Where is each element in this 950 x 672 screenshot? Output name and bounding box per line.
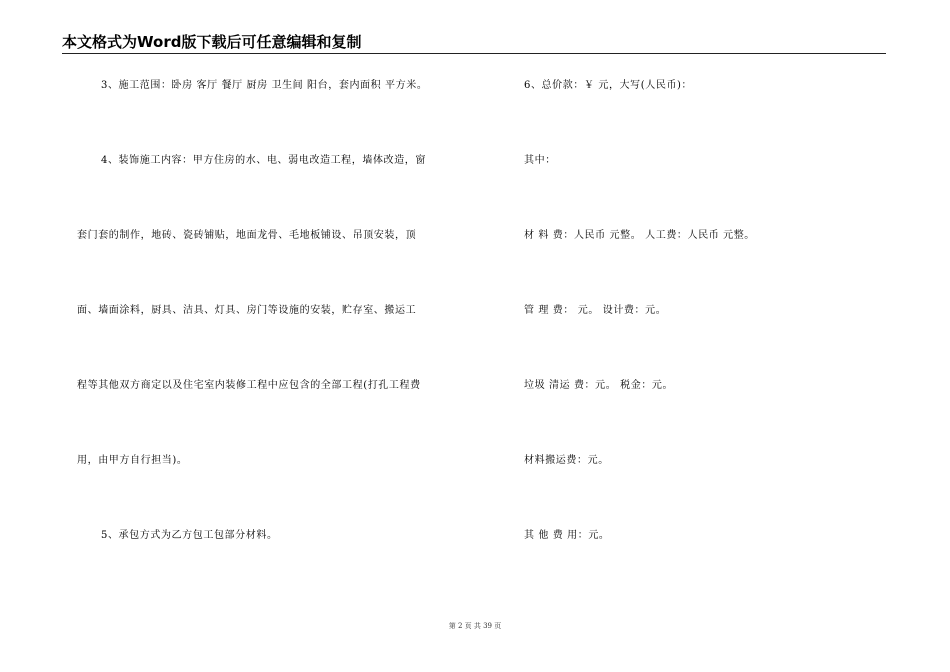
right-line-1: 6、总价款：￥ 元，大写(人民币)：	[524, 80, 693, 91]
left-line-2: 4、装饰施工内容：甲方住房的水、电、弱电改造工程，墙体改造，窗	[101, 155, 426, 166]
right-line-2: 其中：	[524, 155, 556, 166]
header-divider	[62, 53, 886, 54]
page-footer: 第 2 页 共 39 页	[448, 622, 502, 630]
left-line-5: 程等其他双方商定以及住宅室内装修工程中应包含的全部工程(打孔工程费	[77, 380, 421, 391]
right-line-5: 垃圾 清运 费：元。 税金：元。	[524, 380, 674, 391]
right-line-3: 材 料 费：人民币 元整。 人工费：人民币 元整。	[524, 230, 755, 241]
left-line-3: 套门套的制作，地砖、瓷砖铺贴，地面龙骨、毛地板铺设、吊顶安装，顶	[77, 230, 417, 241]
right-line-4: 管 理 费： 元。 设计费：元。	[524, 305, 667, 316]
left-line-6: 用，由甲方自行担当)。	[77, 455, 188, 466]
left-line-1: 3、施工范围：卧房 客厅 餐厅 厨房 卫生间 阳台，套内面积 平方米。	[101, 80, 428, 91]
left-line-7: 5、承包方式为乙方包工包部分材料。	[101, 530, 278, 541]
left-line-4: 面、墙面涂料，厨具、洁具、灯具、房门等设施的安装，贮存室、搬运工	[77, 305, 417, 316]
page-header-title: 本文格式为Word版下载后可任意编辑和复制	[62, 33, 362, 51]
right-line-6: 材料搬运费：元。	[524, 455, 609, 466]
right-line-7: 其 他 费 用：元。	[524, 530, 610, 541]
